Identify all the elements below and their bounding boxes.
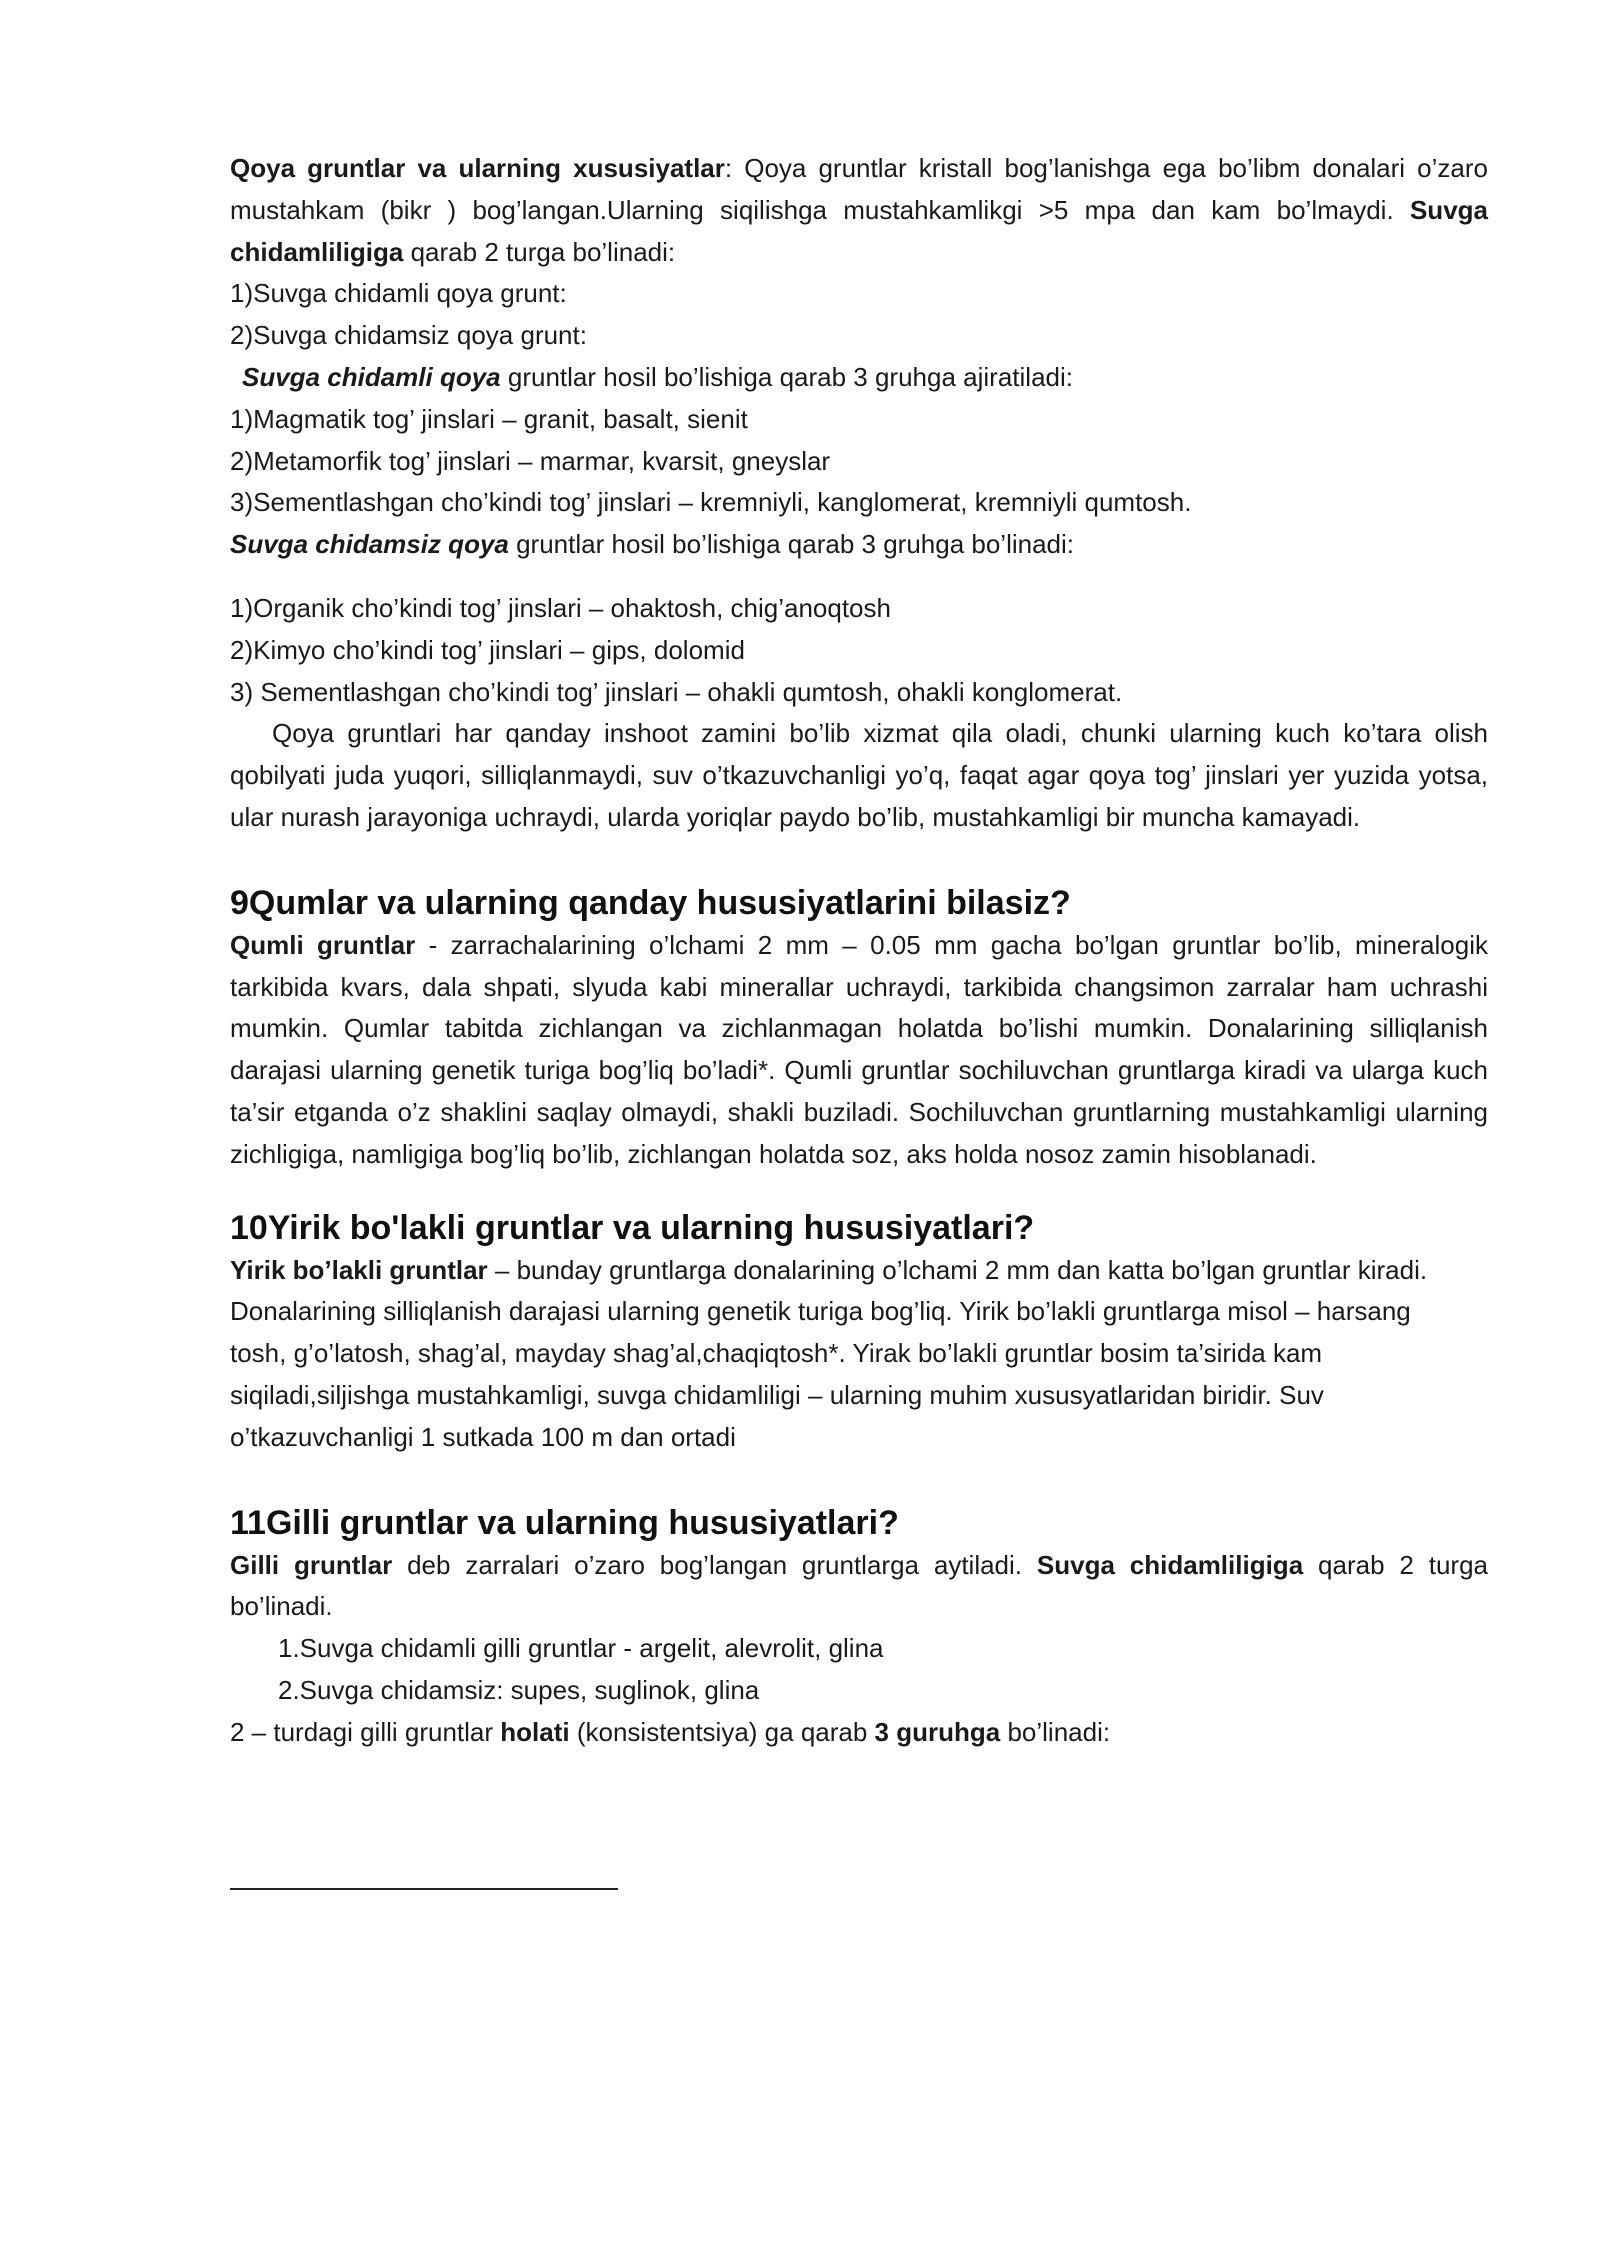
non-water-resistant-rock-term: Suvga chidamsiz qoya	[230, 529, 509, 560]
sand-soils-term: Qumli gruntlar	[230, 929, 416, 960]
section-10-line: siqiladi,siljishga mustahkamligi, suvga chidamliligi – ularning muhim xususyatlaridan biridir. Suv	[230, 1379, 1324, 1410]
qoya-water-resistance-term: Suvga chidamliligiga	[230, 194, 1488, 267]
qoya-closing-paragraph: Qoya gruntlari har qanday inshoot zamini bo’lib xizmat qila oladi, chunki ularning kuch ko’tara olish qobilyati juda yuqori, silliqlanmaydi, suv o’tkazuvchanligi yo’q, faqat agar qoya tog’ jinslari yer yuzida yotsa, ular nurash jarayoniga uchraydi, ularda yoriqlar paydo bo’lib, mustahkamligi bir muncha kamayadi.	[230, 718, 1488, 832]
list-item: 1)Organik cho’kindi tog’ jinslari – ohaktosh, chig’anoqtosh	[230, 592, 891, 623]
clay-soils-tail: qarab 2 turga bo’linadi.	[230, 1549, 1488, 1622]
section-9-paragraph	[230, 925, 1488, 1176]
clay-groups-term: 3 guruhga	[874, 1716, 1001, 1747]
clay-state-text-c: (konsistentsiya) ga qarab	[569, 1716, 875, 1747]
document-page	[230, 148, 1488, 1754]
section-10-line	[230, 1250, 1488, 1292]
sand-soils-text: - zarrachalarining o’lchami 2 mm – 0.05 mm gacha bo’lgan gruntlar bo’lib, mineralogik tarkibida kvars, dala shpati, slyuda kabi minerallar uchraydi, tarkibida changsimon zarralar ham uchrashi mumkin. Qumlar tabitda zichlangan va zichlanmagan holatda bo’lishi mumkin. Donalarining silliqlanish darajasi ularning genetik turiga bog’liq bo’ladi*. Qumli gruntlar sochiluvchan gruntlarga kiradi va ularga kuch ta’sir etganda o’z shaklini saqlay olmaydi, shakli buziladi. Sochiluvchan gruntlarning mustahkamligi ularning zichligiga, namligiga bog’liq bo’lib, zichlangan holatda soz, aks holda nosoz zamin hisoblanadi.	[230, 929, 1488, 1169]
list-item: 2)Kimyo cho’kindi tog’ jinslari – gips, dolomid	[230, 634, 745, 665]
section-10-heading: 10Yirik bo'lakli gruntlar va ularning hususiyatlari?	[230, 1208, 1035, 1247]
list-item: 1.Suvga chidamli gilli gruntlar - argelit, alevrolit, glina	[278, 1633, 884, 1664]
non-water-resistant-rock-subheading	[230, 524, 1488, 566]
list-item: 3) Sementlashgan cho’kindi tog’ jinslari – ohakli qumtosh, ohakli konglomerat.	[230, 676, 1123, 707]
qoya-intro-paragraph	[230, 148, 1488, 273]
non-water-resistant-rock-text: gruntlar hosil bo’lishiga qarab 3 gruhga bo’linadi:	[508, 529, 1075, 560]
list-item: 1)Magmatik tog’ jinslari – granit, basalt, sienit	[230, 403, 748, 434]
section-11-heading: 11Gilli gruntlar va ularning hususiyatlari?	[230, 1503, 899, 1542]
water-resistant-rock-text: gruntlar hosil bo’lishiga qarab 3 gruhga ajiratiladi:	[500, 361, 1073, 392]
qoya-intro-tail: qarab 2 turga bo’linadi:	[403, 236, 676, 267]
qoya-title-colon: :	[724, 153, 745, 183]
coarse-soils-term: Yirik bo’lakli gruntlar	[230, 1254, 488, 1285]
clay-soils-term: Gilli gruntlar	[230, 1549, 393, 1580]
section-11-paragraph	[230, 1545, 1488, 1629]
clay-state-term: holati	[500, 1716, 570, 1747]
list-item: 3)Sementlashgan cho’kindi tog’ jinslari – kremniyli, kanglomerat, kremniyli qumtosh.	[230, 487, 1192, 518]
list-item: 2)Suvga chidamsiz qoya grunt:	[230, 320, 587, 351]
water-resistant-rock-term: Suvga chidamli qoya	[242, 361, 501, 392]
section-11-last-line	[230, 1712, 1488, 1754]
list-item: 1)Suvga chidamli qoya grunt:	[230, 278, 567, 309]
clay-state-text-d: bo’linadi:	[1000, 1716, 1111, 1747]
qoya-title: Qoya gruntlar va ularning xususiyatlar	[230, 153, 725, 183]
list-item: 2.Suvga chidamsiz: supes, suglinok, glina	[278, 1674, 760, 1705]
list-item: 2)Metamorfik tog’ jinslari – marmar, kvarsit, gneyslar	[230, 445, 831, 476]
water-resistant-rock-subheading	[230, 357, 1488, 399]
clay-water-resistance-term: Suvga chidamliligiga	[1036, 1549, 1304, 1580]
coarse-soils-text: – bunday gruntlarga donalarining o’lchami 2 mm dan katta bo’lgan gruntlar kiradi.	[487, 1254, 1428, 1285]
section-10-line: Donalarining silliqlanish darajasi ularning genetik turiga bog’liq. Yirik bo’lakli gruntlarga misol – harsang	[230, 1296, 1411, 1327]
qoya-intro-text: Qoya gruntlar kristall bog’lanishga ega bo’libm donalari o’zaro mustahkam (bikr ) bog’langan.Ularning siqilishga mustahkamlikgi >5 mpa dan kam bo’lmaydi.	[230, 153, 1488, 225]
section-9-heading: 9Qumlar va ularning qanday hususiyatlarini bilasiz?	[230, 883, 1071, 922]
section-10-line: o’tkazuvchanligi 1 sutkada 100 m dan ortadi	[230, 1421, 736, 1452]
section-10-line: tosh, g’o’latosh, shag’al, mayday shag’al,chaqiqtosh*. Yirak bo’lakli gruntlar bosim ta’sirida kam	[230, 1338, 1323, 1369]
footnote-separator	[230, 1888, 618, 1890]
clay-soils-text: deb zarralari o’zaro bog’langan gruntlarga aytiladi.	[392, 1549, 1037, 1580]
clay-state-text-a: 2 – turdagi gilli gruntlar	[230, 1716, 501, 1747]
